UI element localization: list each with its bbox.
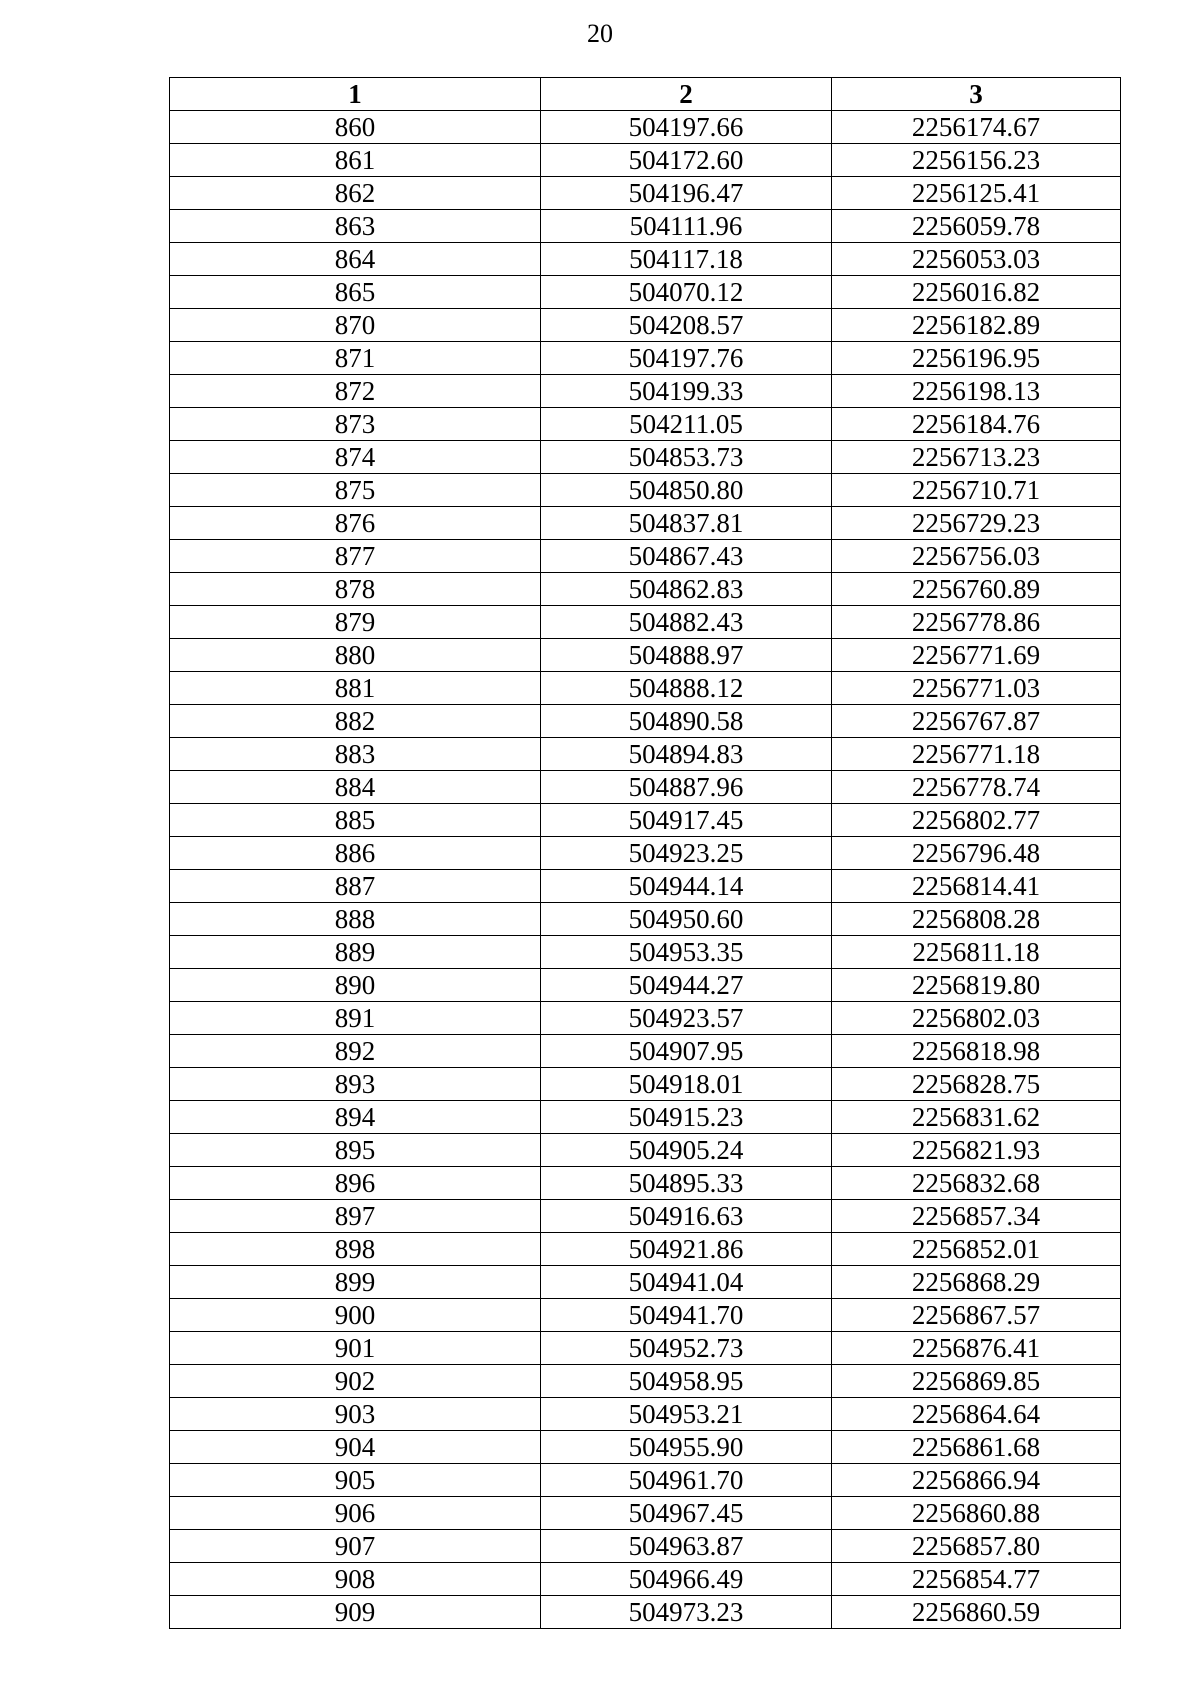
coordinate-x-cell: 504944.27 — [541, 969, 832, 1002]
table-row — [170, 144, 1121, 177]
coordinate-y-cell: 2256808.28 — [832, 903, 1121, 936]
coordinate-y-cell: 2256876.41 — [832, 1332, 1121, 1365]
coordinate-y-cell: 2256818.98 — [832, 1035, 1121, 1068]
point-number-cell: 860 — [170, 111, 541, 144]
point-number-cell: 886 — [170, 837, 541, 870]
point-number-cell: 887 — [170, 870, 541, 903]
table-row — [170, 1266, 1121, 1299]
coordinate-x-cell: 504888.12 — [541, 672, 832, 705]
coordinate-y-cell: 2256729.23 — [832, 507, 1121, 540]
coordinate-y-cell: 2256713.23 — [832, 441, 1121, 474]
point-number-cell: 899 — [170, 1266, 541, 1299]
coordinate-x-cell: 504952.73 — [541, 1332, 832, 1365]
table-row — [170, 771, 1121, 804]
coordinate-x-cell: 504916.63 — [541, 1200, 832, 1233]
table-row — [170, 1332, 1121, 1365]
point-number-cell: 909 — [170, 1596, 541, 1629]
table-row — [170, 441, 1121, 474]
point-number-cell: 872 — [170, 375, 541, 408]
coordinate-x-cell: 504941.70 — [541, 1299, 832, 1332]
table-row — [170, 573, 1121, 606]
point-number-cell: 892 — [170, 1035, 541, 1068]
coordinate-x-cell: 504890.58 — [541, 705, 832, 738]
table-row — [170, 837, 1121, 870]
point-number-cell: 900 — [170, 1299, 541, 1332]
point-number-cell: 874 — [170, 441, 541, 474]
table-row — [170, 969, 1121, 1002]
point-number-cell: 878 — [170, 573, 541, 606]
table-row — [170, 1101, 1121, 1134]
coordinate-y-cell: 2256710.71 — [832, 474, 1121, 507]
coordinate-y-cell: 2256861.68 — [832, 1431, 1121, 1464]
coordinate-x-cell: 504196.47 — [541, 177, 832, 210]
table-row — [170, 210, 1121, 243]
coordinate-y-cell: 2256811.18 — [832, 936, 1121, 969]
coordinate-y-cell: 2256053.03 — [832, 243, 1121, 276]
point-number-cell: 883 — [170, 738, 541, 771]
table-row — [170, 342, 1121, 375]
table-row — [170, 1497, 1121, 1530]
coordinate-x-cell: 504953.35 — [541, 936, 832, 969]
coordinate-x-cell: 504905.24 — [541, 1134, 832, 1167]
coordinate-x-cell: 504941.04 — [541, 1266, 832, 1299]
coordinate-x-cell: 504915.23 — [541, 1101, 832, 1134]
coordinate-y-cell: 2256156.23 — [832, 144, 1121, 177]
point-number-cell: 882 — [170, 705, 541, 738]
point-number-cell: 891 — [170, 1002, 541, 1035]
coordinate-y-cell: 2256854.77 — [832, 1563, 1121, 1596]
coordinate-y-cell: 2256802.03 — [832, 1002, 1121, 1035]
coordinate-x-cell: 504895.33 — [541, 1167, 832, 1200]
coordinate-x-cell: 504867.43 — [541, 540, 832, 573]
table-row — [170, 1431, 1121, 1464]
coordinate-x-cell: 504917.45 — [541, 804, 832, 837]
table-row — [170, 1233, 1121, 1266]
table-row — [170, 1200, 1121, 1233]
point-number-cell: 877 — [170, 540, 541, 573]
coordinate-x-cell: 504907.95 — [541, 1035, 832, 1068]
point-number-cell: 863 — [170, 210, 541, 243]
column-header-3: 3 — [832, 78, 1121, 111]
coordinate-x-cell: 504887.96 — [541, 771, 832, 804]
table-row — [170, 1068, 1121, 1101]
table-row — [170, 111, 1121, 144]
coordinate-x-cell: 504862.83 — [541, 573, 832, 606]
point-number-cell: 903 — [170, 1398, 541, 1431]
table-row — [170, 639, 1121, 672]
point-number-cell: 907 — [170, 1530, 541, 1563]
coordinate-y-cell: 2256756.03 — [832, 540, 1121, 573]
coordinate-x-cell: 504923.57 — [541, 1002, 832, 1035]
point-number-cell: 895 — [170, 1134, 541, 1167]
coordinate-x-cell: 504882.43 — [541, 606, 832, 639]
coordinate-x-cell: 504966.49 — [541, 1563, 832, 1596]
coordinate-y-cell: 2256016.82 — [832, 276, 1121, 309]
table-row — [170, 1530, 1121, 1563]
coordinate-x-cell: 504944.14 — [541, 870, 832, 903]
table-row — [170, 375, 1121, 408]
coordinates-table — [169, 77, 1121, 1629]
coordinate-x-cell: 504837.81 — [541, 507, 832, 540]
table-row — [170, 1563, 1121, 1596]
table-row — [170, 1464, 1121, 1497]
coordinate-y-cell: 2256796.48 — [832, 837, 1121, 870]
table-row — [170, 1299, 1121, 1332]
point-number-cell: 884 — [170, 771, 541, 804]
coordinate-y-cell: 2256778.74 — [832, 771, 1121, 804]
coordinate-x-cell: 504958.95 — [541, 1365, 832, 1398]
point-number-cell: 873 — [170, 408, 541, 441]
coordinate-x-cell: 504894.83 — [541, 738, 832, 771]
coordinate-x-cell: 504197.76 — [541, 342, 832, 375]
point-number-cell: 871 — [170, 342, 541, 375]
point-number-cell: 904 — [170, 1431, 541, 1464]
coordinate-x-cell: 504973.23 — [541, 1596, 832, 1629]
coordinate-y-cell: 2256821.93 — [832, 1134, 1121, 1167]
table-row — [170, 1365, 1121, 1398]
point-number-cell: 881 — [170, 672, 541, 705]
coordinate-x-cell: 504197.66 — [541, 111, 832, 144]
table-row — [170, 1596, 1121, 1629]
table-row — [170, 903, 1121, 936]
coordinate-y-cell: 2256819.80 — [832, 969, 1121, 1002]
coordinate-y-cell: 2256184.76 — [832, 408, 1121, 441]
coordinate-y-cell: 2256868.29 — [832, 1266, 1121, 1299]
point-number-cell: 864 — [170, 243, 541, 276]
column-header-2: 2 — [541, 78, 832, 111]
table-row — [170, 738, 1121, 771]
point-number-cell: 908 — [170, 1563, 541, 1596]
coordinate-y-cell: 2256771.69 — [832, 639, 1121, 672]
coordinate-y-cell: 2256059.78 — [832, 210, 1121, 243]
coordinate-x-cell: 504117.18 — [541, 243, 832, 276]
table-row — [170, 243, 1121, 276]
table-row — [170, 540, 1121, 573]
coordinate-x-cell: 504953.21 — [541, 1398, 832, 1431]
coordinate-x-cell: 504961.70 — [541, 1464, 832, 1497]
table-row — [170, 705, 1121, 738]
point-number-cell: 880 — [170, 639, 541, 672]
coordinate-x-cell: 504208.57 — [541, 309, 832, 342]
coordinate-x-cell: 504172.60 — [541, 144, 832, 177]
table-row — [170, 276, 1121, 309]
table-row — [170, 309, 1121, 342]
point-number-cell: 893 — [170, 1068, 541, 1101]
point-number-cell: 896 — [170, 1167, 541, 1200]
coordinate-y-cell: 2256866.94 — [832, 1464, 1121, 1497]
point-number-cell: 901 — [170, 1332, 541, 1365]
point-number-cell: 897 — [170, 1200, 541, 1233]
point-number-cell: 906 — [170, 1497, 541, 1530]
point-number-cell: 861 — [170, 144, 541, 177]
coordinate-y-cell: 2256771.03 — [832, 672, 1121, 705]
coordinate-y-cell: 2256767.87 — [832, 705, 1121, 738]
table-row — [170, 870, 1121, 903]
point-number-cell: 870 — [170, 309, 541, 342]
coordinate-x-cell: 504950.60 — [541, 903, 832, 936]
coordinate-y-cell: 2256771.18 — [832, 738, 1121, 771]
coordinate-x-cell: 504070.12 — [541, 276, 832, 309]
coordinate-y-cell: 2256802.77 — [832, 804, 1121, 837]
coordinate-x-cell: 504853.73 — [541, 441, 832, 474]
coordinate-y-cell: 2256869.85 — [832, 1365, 1121, 1398]
table-row — [170, 408, 1121, 441]
coordinate-x-cell: 504918.01 — [541, 1068, 832, 1101]
coordinate-y-cell: 2256828.75 — [832, 1068, 1121, 1101]
coordinate-y-cell: 2256832.68 — [832, 1167, 1121, 1200]
coordinate-y-cell: 2256867.57 — [832, 1299, 1121, 1332]
table-body — [170, 111, 1121, 1629]
table-row — [170, 1398, 1121, 1431]
coordinate-y-cell: 2256860.88 — [832, 1497, 1121, 1530]
table-row — [170, 1002, 1121, 1035]
coordinate-x-cell: 504967.45 — [541, 1497, 832, 1530]
coordinate-x-cell: 504111.96 — [541, 210, 832, 243]
coordinate-x-cell: 504888.97 — [541, 639, 832, 672]
table-row — [170, 177, 1121, 210]
point-number-cell: 890 — [170, 969, 541, 1002]
point-number-cell: 902 — [170, 1365, 541, 1398]
coordinate-y-cell: 2256198.13 — [832, 375, 1121, 408]
point-number-cell: 875 — [170, 474, 541, 507]
column-header-1: 1 — [170, 78, 541, 111]
point-number-cell: 888 — [170, 903, 541, 936]
coordinate-x-cell: 504955.90 — [541, 1431, 832, 1464]
table-row — [170, 672, 1121, 705]
coordinate-y-cell: 2256125.41 — [832, 177, 1121, 210]
table-row — [170, 1134, 1121, 1167]
point-number-cell: 876 — [170, 507, 541, 540]
point-number-cell: 862 — [170, 177, 541, 210]
coordinate-x-cell: 504199.33 — [541, 375, 832, 408]
point-number-cell: 865 — [170, 276, 541, 309]
coordinate-y-cell: 2256864.64 — [832, 1398, 1121, 1431]
coordinate-y-cell: 2256857.80 — [832, 1530, 1121, 1563]
point-number-cell: 879 — [170, 606, 541, 639]
table-row — [170, 1167, 1121, 1200]
coordinate-y-cell: 2256760.89 — [832, 573, 1121, 606]
point-number-cell: 898 — [170, 1233, 541, 1266]
point-number-cell: 905 — [170, 1464, 541, 1497]
coordinate-y-cell: 2256860.59 — [832, 1596, 1121, 1629]
table-row — [170, 804, 1121, 837]
coordinate-y-cell: 2256196.95 — [832, 342, 1121, 375]
coordinate-x-cell: 504211.05 — [541, 408, 832, 441]
coordinate-x-cell: 504921.86 — [541, 1233, 832, 1266]
coordinate-y-cell: 2256174.67 — [832, 111, 1121, 144]
coordinate-y-cell: 2256857.34 — [832, 1200, 1121, 1233]
point-number-cell: 885 — [170, 804, 541, 837]
coordinate-y-cell: 2256778.86 — [832, 606, 1121, 639]
point-number-cell: 889 — [170, 936, 541, 969]
table-row — [170, 606, 1121, 639]
table-header-row — [170, 78, 1121, 111]
page-number: 20 — [587, 19, 613, 48]
coordinate-x-cell: 504923.25 — [541, 837, 832, 870]
coordinate-y-cell: 2256182.89 — [832, 309, 1121, 342]
coordinate-x-cell: 504963.87 — [541, 1530, 832, 1563]
table-row — [170, 507, 1121, 540]
table-row — [170, 474, 1121, 507]
point-number-cell: 894 — [170, 1101, 541, 1134]
coordinate-y-cell: 2256831.62 — [832, 1101, 1121, 1134]
table-row — [170, 936, 1121, 969]
coordinate-y-cell: 2256814.41 — [832, 870, 1121, 903]
coordinate-y-cell: 2256852.01 — [832, 1233, 1121, 1266]
table-row — [170, 1035, 1121, 1068]
coordinate-x-cell: 504850.80 — [541, 474, 832, 507]
